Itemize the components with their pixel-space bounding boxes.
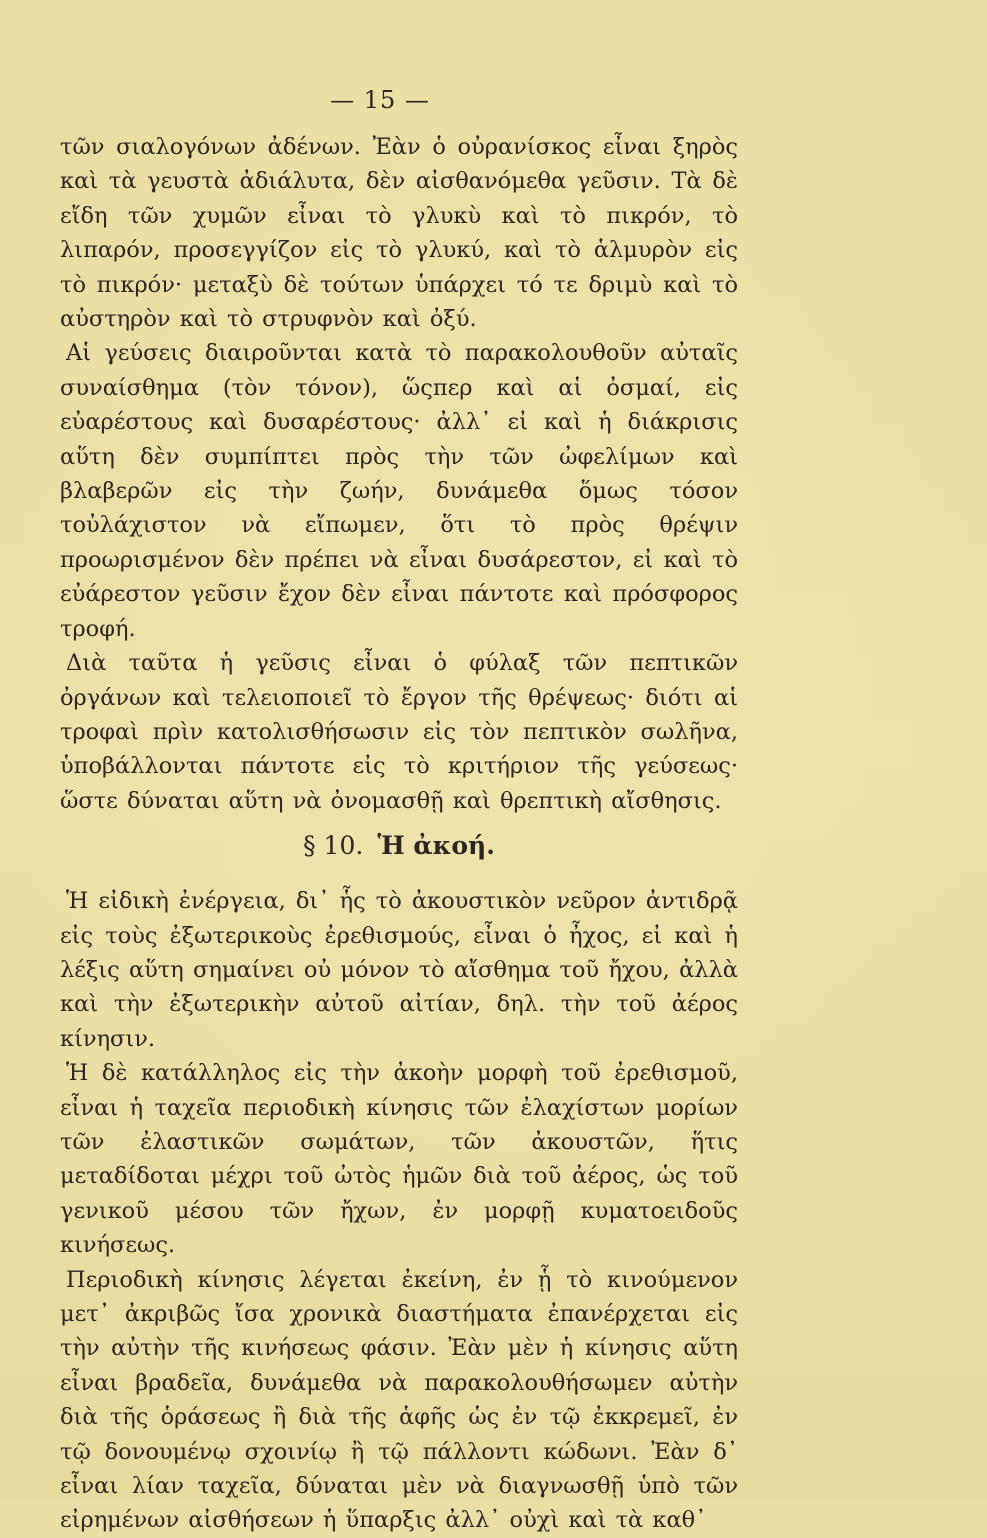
section-heading <box>60 826 738 866</box>
paragraph-periodic-motion: Περιοδικὴ κίνησις λέγεται ἐκείνη, ἐν ᾗ τὸ κινούμενον μετ᾽ ἀκριβῶς ἴσα χρονικὰ διαστήματα ἐπανέρχεται εἰς τὴν αὐτὴν τῆς κινήσεως φάσιν. Ἐὰν μὲν ἡ κίνησις αὕτη εἶναι βραδεῖα, δυνάμεθα νὰ παρακολουθήσωμεν αὐτὴν διὰ τῆς ὁράσεως ἢ διὰ τῆς ἁφῆς ὡς ἐν τῷ ἐκκρεμεῖ, ἐν τῷ δονουμένῳ σχοινίῳ ἢ τῷ πάλλοντι κώδωνι. Ἐὰν δ᾽ εἶναι λίαν ταχεῖα, δύναται μὲν νὰ διαγνωσθῇ ὑπὸ τῶν εἰρημένων αἰσθήσεων ἡ ὕπαρξις ἀλλ᾽ οὐχὶ καὶ τὰ καθ᾽ <box>60 1266 738 1534</box>
paragraph-taste-classification: Αἱ γεύσεις διαιροῦνται κατὰ τὸ παρακολουθοῦν αὐταῖς συναίσθημα (τὸν τόνον), ὥςπερ καὶ αἱ ὀσμαί, εἰς εὐαρέστους καὶ δυσαρέστους· ἀλλ᾽ εἰ καὶ ἡ διάκρισις αὕτη δὲν συμπίπτει πρὸς τὴν τῶν ὠφελίμων καὶ βλαβερῶν εἰς τὴν ζωήν, δυνάμεθα ὅμως τόσον τοὐλάχιστον νὰ εἴπωμεν, ὅτι τὸ πρὸς θρέψιν προωρισμένον δὲν πρέπει νὰ εἶναι δυσάρεστον, εἰ καὶ τὸ εὐάρεστον γεῦσιν ἔχον δὲν εἶναι πάντοτε καὶ πρόσφορος τροφή. <box>60 340 738 642</box>
section-title: Ἡ ἀκοή. <box>377 831 495 861</box>
paragraph-hearing-energy: Ἡ εἰδικὴ ἐνέργεια, δι᾽ ἧς τὸ ἀκουστικὸν νεῦρον ἀντιδρᾷ εἰς τοὺς ἐξωτερικοὺς ἐρεθισμούς, εἶναι ὁ ἦχος, εἰ καὶ ἡ λέξις αὕτη σημαίνει οὐ μόνον τὸ αἴσθημα τοῦ ἤχου, ἀλλὰ καὶ τὴν ἐξωτερικὴν αὐτοῦ αἰτίαν, δηλ. τὴν τοῦ ἀέρος κίνησιν. <box>60 888 738 1052</box>
paragraph-taste-end: τῶν σιαλογόνων ἀδένων. Ἐὰν ὁ οὐρανίσκος εἶναι ξηρὸς καὶ τὰ γευστὰ ἀδιάλυτα, δὲν αἰσθανόμεθα γεῦσιν. Τὰ δὲ εἴδη τῶν χυμῶν εἶναι τὸ γλυκὺ καὶ τὸ πικρόν, τὸ λιπαρόν, προσεγγίζον εἰς τὸ γλυκύ, καὶ τὸ ἁλμυρὸν εἰς τὸ πικρόν· μεταξὺ δὲ τούτων ὑπάρχει τό τε δριμὺ καὶ τὸ αὐστηρὸν καὶ τὸ στρυφνὸν καὶ ὀξύ. <box>60 134 738 333</box>
body-text <box>60 130 738 1538</box>
page-number: — 15 — <box>330 86 430 114</box>
paragraph-hearing-stimulus: Ἡ δὲ κατάλληλος εἰς τὴν ἀκοὴν μορφὴ τοῦ ἐρεθισμοῦ, εἶναι ἡ ταχεῖα περιοδικὴ κίνησις τῶν ἐλαχίστων μορίων τῶν ἐλαστικῶν σωμάτων, τῶν ἀκουστῶν, ἥτις μεταδίδοται μέχρι τοῦ ὠτὸς ἡμῶν διὰ τοῦ ἀέρος, ὡς τοῦ γενικοῦ μέσου τῶν ἤχων, ἐν μορφῇ κυματοειδοῦς κινήσεως. <box>60 1060 738 1259</box>
paragraph-taste-guardian: Διὰ ταῦτα ἡ γεῦσις εἶναι ὁ φύλαξ τῶν πεπτικῶν ὀργάνων καὶ τελειοποιεῖ τὸ ἔργον τῆς θρέψεως· διότι αἱ τροφαὶ πρὶν κατολισθήσωσιν εἰς τὸν πεπτικὸν σωλῆνα, ὑποβάλλονται πάντοτε εἰς τὸ κριτήριον τῆς γεύσεως· ὥστε δύναται αὕτη νὰ ὀνομασθῇ καὶ θρεπτικὴ αἴσθησις. <box>60 650 738 814</box>
section-number: § 10. <box>303 831 364 861</box>
